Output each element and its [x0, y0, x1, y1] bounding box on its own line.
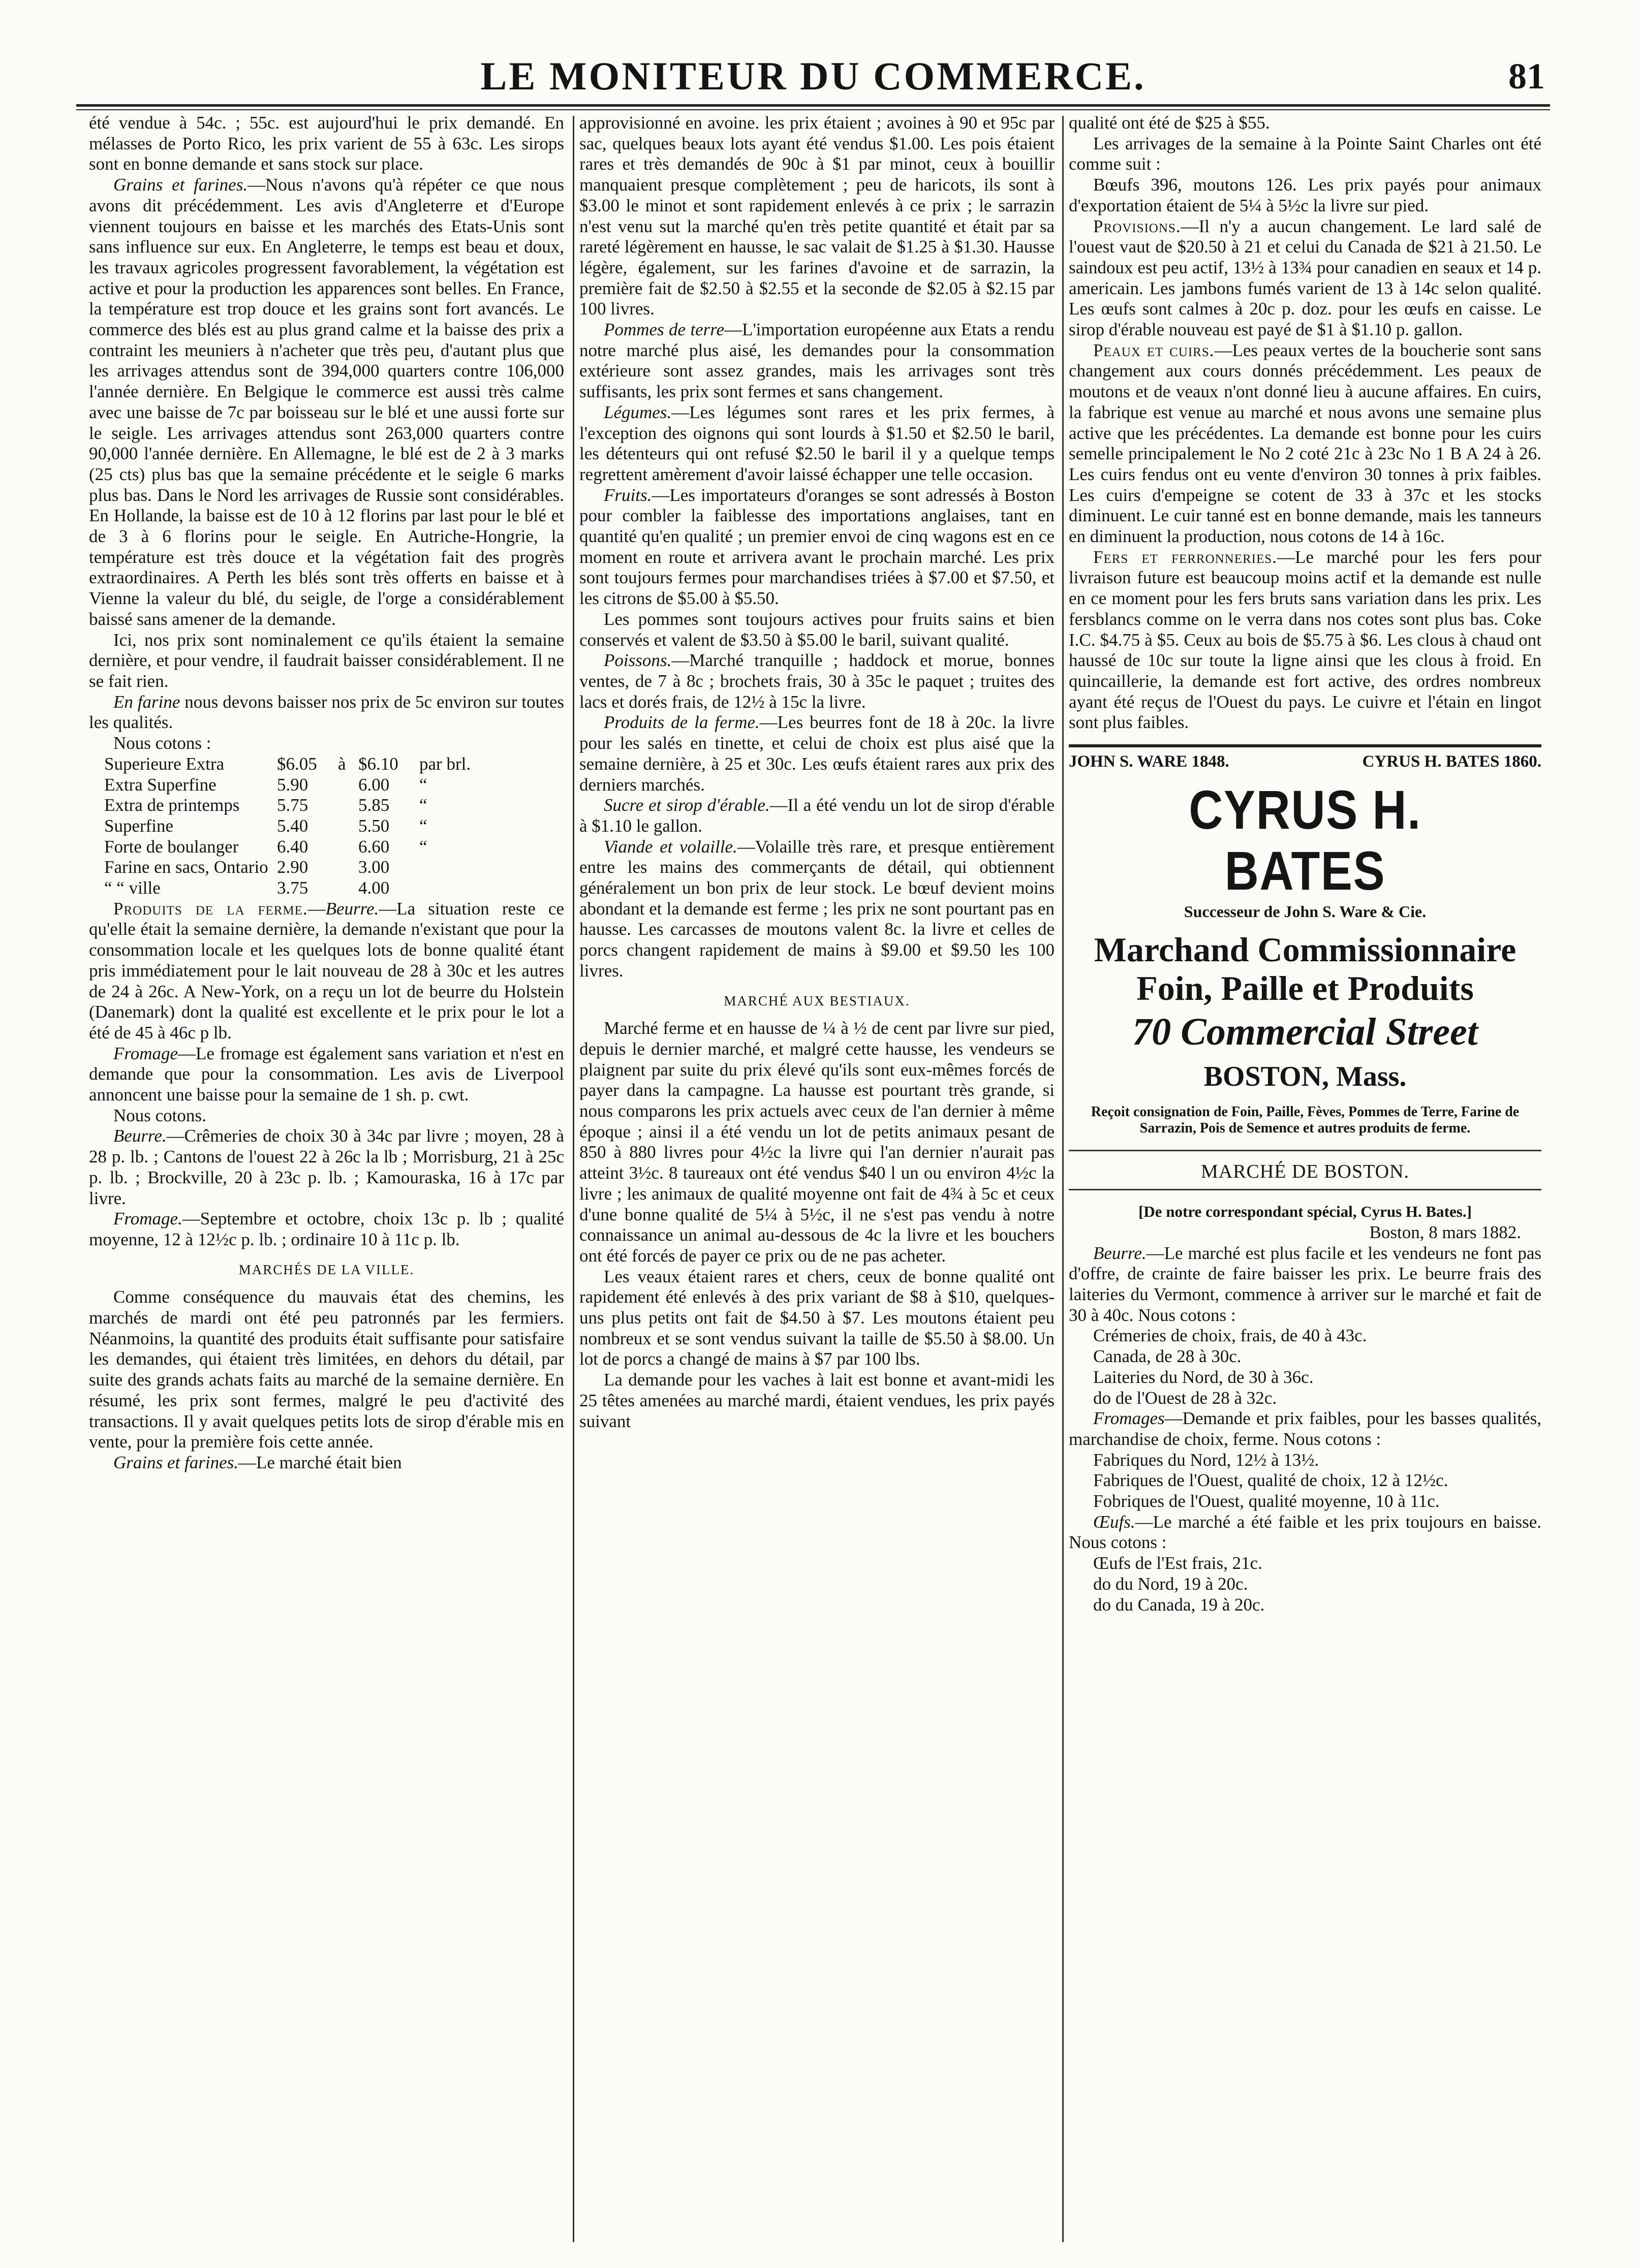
price-unit: “	[419, 836, 427, 857]
paragraph-legumes	[579, 402, 1055, 485]
price-unit: “	[419, 815, 427, 836]
paragraph: Bœufs 396, moutons 126. Les prix payés pour animaux d'exportation étaient de 5¼ à 5½c la livre sur pied.	[1069, 175, 1541, 215]
section-title-bestiaux: MARCHÉ AUX BESTIAUX.	[724, 993, 910, 1009]
ad-bottom-rule	[1069, 1150, 1541, 1151]
price-row	[104, 816, 490, 837]
price-high: 4.00	[358, 878, 390, 898]
paragraph-text: —Nous n'avons qu'à répéter ce que nous avons dit précédemment. Les avis d'Angleterre et d'Europe viennent toujours en baisse et les marchés des Etats-Unis sont sans influence sur eux. En Angleterre, le temps est beau et doux, les travaux agricoles progressent favorablement, la végétation est active et pour la production les apparences sont belles. En France, la température est trop douce et les grains sont fort avancés. Le commerce des blés est au plus grand calme et la baisse des prix a contraint les meuniers à n'acheter que très peu, d'autant plus que les arrivages attendus sont de 394,000 quarters contre 106,000 l'année dernière. En Belgique le commerce est aussi très calme avec une baisse de 7c par boisseau sur le blé et une aussi forte sur le seigle. Les arrivages attendus sont 263,000 quarters contre 90,000 l'année dernière. En Allemagne, le blé est de 2 à 3 marks (25 cts) plus bas que la semaine précédente et le seigle 6 marks plus bas. Dans le Nord les arrivages de Russie sont considérables. En Hollande, la baisse est de 10 à 12 florins par last pour le blé et de 3 à 6 florins pour le seigle. En Autriche-Hongrie, la température est très douce et la végétation fait des progrès extraordinaires. A Perth les blés sont très offerts en baisse et à Vienne la valeur du blé, du seigle, de l'orge a considérablement baissé sans amener de la demande.	[89, 175, 564, 629]
price-low: $6.05	[277, 753, 317, 774]
paragraph-produits: Produits de la ferme.—Beurre.—La situation reste ce qu'elle était la semaine dernière, la demande n'existant que pour la consommation locale et les quelques lots de bonne qualité étant pris immédiatement pour le lait nouveau de 28 à 30c et les autres de 24 à 26c. A New-York, on a reçu un lot de beurre du Holstein (Danemark) dont la qualité est excellente et le prix pour le lot a été de 45 à 46c p lb.	[89, 898, 564, 1043]
paragraph: Les pommes sont toujours actives pour fruits sains et bien conservés et valent de $3.50 à $5.00 le baril, suivant qualité.	[579, 609, 1055, 650]
list-item: Laiteries du Nord, de 30 à 36c.	[1093, 1367, 1314, 1387]
price-low: 5.40	[277, 815, 308, 836]
section-heading: Viande et volaille.	[604, 836, 737, 857]
paragraph-viande	[579, 837, 1055, 982]
section-heading: Provisions.	[1093, 216, 1181, 236]
price-low: 5.75	[277, 795, 308, 815]
price-high: 6.60	[358, 836, 390, 857]
paragraph-text: —Crêmeries de choix 30 à 34c par livre ; moyen, 28 à 28 p. lb. ; Cantons de l'ouest 22 à 26c la lb ; Morrisburg, 21 à 25c p. lb. ; Brockville, 20 à 23c p. lb. ; Kamouraska, 16 à 17c par livre.	[89, 1126, 564, 1208]
paragraph: La demande pour les vaches à lait est bonne et avant-midi les 25 têtes amenées au marché mardi, étaient vendues, les prix payés suivant	[579, 1370, 1055, 1431]
section-heading: Beurre.	[1093, 1243, 1147, 1263]
paragraph-pommes	[579, 320, 1055, 402]
paragraph-text: —Le marché était bien	[238, 1453, 402, 1472]
price-sep	[338, 816, 358, 837]
paragraph-peaux	[1069, 340, 1541, 547]
paragraph: qualité ont été de $25 à $55.	[1069, 113, 1270, 133]
newspaper-title: LE MONITEUR DU COMMERCE.	[480, 54, 1146, 98]
price-row	[104, 775, 490, 796]
list-item: Œufs de l'Est frais, 21c.	[1093, 1553, 1262, 1573]
price-high: 5.85	[358, 795, 390, 815]
price-unit	[419, 878, 490, 899]
butter-price-list	[1069, 1326, 1541, 1408]
section-heading: Fromage	[113, 1043, 178, 1063]
price-unit: par brl.	[419, 753, 471, 774]
paragraph-text: —L'importation européenne aux Etats a rendu notre marché plus aisé, les demandes pour la consommation extérieure sont assez grandes, mais les arrivages sont très suffisants, les prix sont fermes et sans changement.	[579, 320, 1055, 402]
column-2	[579, 113, 1055, 2247]
advertisement	[1069, 751, 1541, 1136]
paragraph-oeufs	[1069, 1512, 1541, 1553]
ad-products: Foin, Paille et Produits	[1136, 968, 1474, 1007]
paragraph-fers	[1069, 547, 1541, 733]
page-header	[81, 48, 1545, 104]
paragraph-text: —Volaille très rare, et presque entièrement entre les mains des commerçants de détail, qui obtiennent généralement un bon prix de leur stock. Le bœuf devient moins abondant et la demande est ferme ; les prix ne sont pourtant pas en hausse. Les carcasses de moutons valent 8c. la livre et celles de porcs changent rapidement de mains à $9.00 et $9.50 les 100 livres.	[579, 836, 1055, 981]
section-title-boston: MARCHÉ DE BOSTON.	[1200, 1160, 1410, 1182]
price-sep	[338, 837, 358, 858]
section-heading: Grains et farines.	[113, 175, 248, 195]
section-heading: Fromage.	[113, 1209, 182, 1229]
section-heading: Poissons.	[604, 650, 672, 671]
price-low: 2.90	[277, 857, 308, 877]
price-row	[104, 837, 490, 858]
list-item: Crémeries de choix, frais, de 40 à 43c.	[1093, 1326, 1367, 1346]
ad-founder-left: JOHN S. WARE 1848.	[1069, 752, 1229, 771]
price-row	[104, 795, 490, 816]
price-row	[104, 857, 490, 878]
paragraph-text: —Les beurres font de 18 à 20c. la livre pour les salés en tinette, et celui de choix est plus aisé que la semaine dernière, à 25 et 30c. Les œufs étaient rares aux prix des derniers marchés.	[579, 712, 1055, 795]
paragraph: Les arrivages de la semaine à la Pointe Saint Charles ont été comme suit :	[1069, 133, 1541, 174]
paragraph: Comme conséquence du mauvais état des chemins, les marchés de mardi ont été peu patronnés par les fermiers. Néanmoins, la quantité des produits était suffisante pour satisfaire les demandes, qui étaient très limitées, en dehors du détail, par suite des grands achats faits au marché de la semaine dernière. En résumé, les prix sont fermes, malgré le peu d'activité des transactions. Il y avait quelques petits lots de sirop d'érable mis en vente, pour la première fois cette année.	[89, 1287, 564, 1452]
page-number: 81	[1508, 56, 1545, 97]
flour-price-table	[104, 754, 490, 899]
paragraph-text: —La situation reste ce qu'elle était la semaine dernière, la demande n'existant que pour la consommation locale et les quelques lots de bonne qualité étant pris immédiatement pour le lait nouveau de 28 à 30c et les autres de 24 à 26c. A New-York, on a reçu un lot de beurre du Holstein (Danemark) dont la qualité est excellente et le prix pour le lot a été de 45 à 46c p lb.	[89, 898, 564, 1043]
paragraph-text: —Marché tranquille ; haddock et morue, bonnes ventes, de 7 à 8c ; brochets frais, 30 à 35c le paquet ; truites des lacs et dorés frais, de 12½ à 15c la livre.	[579, 650, 1055, 712]
price-sep	[338, 775, 358, 796]
price-low: 3.75	[277, 878, 308, 898]
column-3	[1069, 113, 1541, 2247]
ad-founder-right: CYRUS H. BATES 1860.	[1362, 752, 1541, 771]
paragraph-fromages	[1069, 1408, 1541, 1450]
section-heading: Légumes.	[604, 402, 672, 422]
egg-price-list	[1069, 1553, 1541, 1615]
list-item: Fabriques du Nord, 12½ à 13½.	[1093, 1450, 1319, 1470]
paragraph-provisions	[1069, 216, 1541, 340]
header-rule	[76, 104, 1550, 107]
price-name: Forte de boulanger	[104, 836, 239, 857]
price-row	[104, 754, 490, 775]
paragraph-text: nous devons baisser nos prix de 5c environ sur toutes les qualités.	[89, 691, 564, 733]
price-name: Superieure Extra	[104, 753, 225, 774]
header-rule-thin	[76, 109, 1550, 110]
section-heading: Sucre et sirop d'érable.	[604, 795, 770, 815]
paragraph-text: —Septembre et octobre, choix 13c p. lb ; qualité moyenne, 12 à 12½c p. lb. ; ordinaire 10 à 11c p. lb.	[89, 1209, 564, 1249]
paragraph-produits	[579, 712, 1055, 795]
paragraph: approvisionné en avoine. les prix étaient ; avoines à 90 et 95c par sac, quelques beaux lots ayant été vendus $1.00. Les pois étaient rares et très demandés de 90c à $1 par minot, ceux à bouillir manquaient presque complètement ; peu de haricots, ils sont à $3.00 le minot et sont rapidement enlevés à ce prix ; le sarrazin n'est venu sut la marché qu'en très petite quantité et était par sa rareté légèrement en hausse, le sac valait de $1.25 à $1.30. Hausse légère, également, sur les farines d'avoine et de sarrazin, la première fait de $2.50 à $2.55 et la seconde de $2.05 à $2.15 par 100 livres.	[579, 113, 1055, 319]
price-high: $6.10	[358, 753, 398, 774]
column-separator-2	[1062, 116, 1064, 2242]
paragraph-sucre	[579, 795, 1055, 836]
section-heading: Œufs.	[1093, 1511, 1135, 1532]
paragraph-text: —Demande et prix faibles, pour les basses qualités, marchandise de choix, ferme. Nous cotons :	[1069, 1408, 1541, 1449]
paragraph: Ici, nos prix sont nominalement ce qu'ils étaient la semaine dernière, et pour vendre, il faudrait baisser considérablement. Il ne se fait rien.	[89, 629, 564, 691]
list-item: Fabriques de l'Ouest, qualité de choix, 12 à 12½c.	[1093, 1470, 1448, 1491]
ad-successor: Successeur de John S. Ware & Cie.	[1184, 902, 1427, 921]
paragraph-farine	[89, 692, 564, 733]
price-name: Superfine	[104, 815, 174, 836]
paragraph-text: —Les peaux vertes de la boucherie sont sans changement aux cours donnés précédemment. Les peaux de moutons et de veaux n'ont donné lieu à aucune affaires. En cuirs, la fabrique est venue au marché et nous avons une semaine plus active que les précédentes. La demande est bonne pour les cuirs semelle principalement le No 2 coté 21c à 23c No 1 B A 24 à 26. Les cuirs fendus ont eu vente d'environ 30 tonnes à prix faibles. Les cuirs d'empeigne se cotent de 33 à 37c et les stocks diminuent. Le cuir tanné est en bonne demande, mais les tanneurs en diminuent la production, nous cotons de 14 à 16c.	[1069, 340, 1541, 547]
list-item: do du Nord, 19 à 20c.	[1093, 1573, 1248, 1594]
paragraph-text: —Il n'y a aucun changement. Le lard salé de l'ouest vaut de $20.50 à 21 et celui du Canada de $21 à 21.50. Le saindoux est peu actif, 13½ à 13¾ pour canadien en seaux et 14 p. americain. Les jambons fumés varient de 13 à 14c selon qualité. Les œufs sont calmes à 20c p. doz. pour les œufs en caisse. Le sirop d'érable nouveau est payé de $1 à $1.10 p. gallon.	[1069, 216, 1541, 340]
list-item: Canada, de 28 à 30c.	[1093, 1346, 1242, 1367]
list-item: do de l'Ouest de 28 à 32c.	[1093, 1388, 1277, 1408]
price-sep	[338, 795, 358, 816]
price-high: 5.50	[358, 815, 390, 836]
paragraph-fromage2	[89, 1209, 564, 1250]
price-name: “ “ ville	[104, 878, 161, 898]
ad-trade: Marchand Commissionnaire	[1094, 930, 1517, 969]
section-heading: En farine	[113, 691, 180, 712]
ad-top-rule	[1069, 744, 1541, 747]
section-title-marches: MARCHÉS DE LA VILLE.	[238, 1262, 415, 1277]
cheese-price-list	[1069, 1450, 1541, 1512]
price-high: 6.00	[358, 774, 390, 795]
paragraph-text: —Le marché est plus facile et les vendeurs ne font pas d'offre, de crainte de faire baisser les prix. Le beurre frais des laiteries du Vermont, commence à arriver sur le marché et fait de 30 à 40c. Nous cotons :	[1069, 1243, 1541, 1325]
paragraph: Les veaux étaient rares et chers, ceux de bonne qualité ont rapidement été enlevés à des prix variant de $8 à $10, quelques-uns plus petits ont fait de $4.50 à $7. Les moutons étaient peu nombreux et se sont vendus suivant la taille de $5.50 à $8.00. Un lot de porcs a changé de mains à $7 par 100 lbs.	[579, 1266, 1055, 1369]
price-name: Farine en sacs, Ontario	[104, 857, 268, 877]
price-name: Extra de printemps	[104, 795, 240, 815]
paragraph: Marché ferme et en hausse de ¼ à ½ de cent par livre sur pied, depuis le dernier marché, et malgré cette hausse, les vendeurs se plaignent par suite du prix élevé qu'ils sont eux-mêmes forcés de payer dans la campagne. La hausse est pourtant très grande, si nous comparons les prix actuels avec ceux de l'an dernier à même époque ; ainsi il a été vendu un lot de petits animaux pesant de 850 à 880 livres pour 4½c la livre qui l'an dernier n'aurait pas atteint 3½c. 8 taureaux ont été vendus $40 l un ou environ 4½c la livre ; les animaux de qualité moyenne ont fait de 4¾ à 5c et ceux d'une bonne qualité de 5¼ à 5½c, il ne s'est pas vendu à notre connaissance un animal au-dessous de 4c la livre et les bouchers ont été forcés de payer ce prix ou de ne pas acheter.	[579, 1018, 1055, 1266]
price-low: 6.40	[277, 836, 308, 857]
paragraph: été vendue à 54c. ; 55c. est aujourd'hui le prix demandé. En mélasses de Porto Rico, les prix varient de 55 à 63c. Les sirops sont en bonne demande et sans stock sur place.	[89, 113, 564, 174]
section-heading: Fers et ferronneries.	[1093, 547, 1277, 567]
price-sep	[338, 857, 358, 878]
paragraph-grains2	[89, 1453, 564, 1473]
section-heading: Produits de la ferme.	[113, 898, 308, 919]
price-unit: “	[419, 774, 427, 795]
correspondent-note: [De notre correspondant spécial, Cyrus H. Bates.]	[1138, 1203, 1472, 1221]
price-unit	[419, 857, 490, 878]
paragraph-text: —Le fromage est également sans variation et n'est en demande que pour la consommation. Les avis de Liverpool annoncent une baisse pour la semaine de 1 sh. p. cwt.	[89, 1043, 564, 1105]
price-sep	[338, 878, 358, 899]
price-name: Extra Superfine	[104, 774, 216, 795]
paragraph-text: —Les légumes sont rares et les prix fermes, à l'exception des oignons qui sont lourds à $1.50 et $2.50 le baril, les détenteurs qui ont refusé $2.50 le baril il y a quelque temps regrettent amèrement d'avoir laissé échapper une telle occasion.	[579, 402, 1055, 484]
price-low: 5.90	[277, 774, 308, 795]
subsection-heading: Beurre.	[325, 898, 379, 919]
list-item: Fobriques de l'Ouest, qualité moyenne, 10 à 11c.	[1093, 1491, 1440, 1511]
section-heading: Grains et farines.	[113, 1453, 238, 1472]
section-heading: Pommes de terre	[604, 320, 725, 340]
section-heading: Produits de la ferme.	[604, 712, 760, 733]
ad-company-name: CYRUS H. BATES	[1189, 778, 1421, 901]
price-unit: “	[419, 795, 427, 815]
paragraph-text: —Les importateurs d'oranges se sont adressés à Boston pour combler la faiblesse des importations anglaises, tant en quantité qu'en qualité ; un premier envoi de cinq wagons est en ce moment en route et arrivera avant le prochain marché. Les prix sont toujours fermes pour marchandises triées à $7.00 et $7.50, et les citrons de $5.00 à $5.50.	[579, 485, 1055, 609]
paragraph-beurre	[1069, 1243, 1541, 1326]
list-item: do du Canada, 19 à 20c.	[1093, 1594, 1265, 1615]
section-heading: Peaux et cuirs.	[1093, 340, 1215, 360]
section-heading: Fromages	[1093, 1408, 1165, 1429]
ad-founders	[1069, 751, 1541, 772]
paragraph-text: —Le marché a été faible et les prix toujours en baisse. Nous cotons :	[1069, 1511, 1541, 1553]
paragraph-fromage	[89, 1044, 564, 1106]
paragraph-text: —Il a été vendu un lot de sirop d'érable à $1.10 le gallon.	[579, 795, 1055, 836]
boston-rule	[1069, 1189, 1541, 1190]
ad-address: 70 Commercial Street	[1132, 1010, 1478, 1053]
dateline: Boston, 8 mars 1882.	[1369, 1222, 1521, 1242]
paragraph-grains	[89, 175, 564, 629]
price-sep: à	[338, 753, 346, 774]
paragraph-fruits	[579, 485, 1055, 609]
ad-description: Reçoit consignation de Foin, Paille, Fèves, Pommes de Terre, Farine de Sarrazin, Pois de Semence et autres produits de ferme.	[1091, 1104, 1520, 1136]
paragraph: Nous cotons.	[113, 1105, 206, 1125]
paragraph-text: —Le marché pour les fers pour livraison future est beaucoup moins actif et la demande est nulle en ce moment pour les fers bruts sans variation dans les prix. Les fersblancs comme on le verra dans nos cotes sont plus bas. Coke I.C. $4.75 à $5. Ceux au bois de $5.75 à $6. Les clous à chaud ont haussé de 10c sur toute la ligne ainsi que les clous à froid. En quincaillerie, la demande est fort active, des ordres nombreux ayant été reçus de l'Ouest du pays. Le cuivre et l'étain en lingot sont plus faibles.	[1069, 547, 1541, 733]
paragraph-beurre	[89, 1126, 564, 1209]
ad-city: BOSTON, Mass.	[1203, 1060, 1407, 1092]
paragraph: Nous cotons :	[113, 733, 211, 753]
section-heading: Fruits.	[604, 485, 652, 505]
price-row	[104, 878, 490, 899]
column-1	[89, 113, 564, 2247]
section-heading: Beurre.	[113, 1126, 167, 1146]
column-separator-1	[573, 116, 574, 2242]
paragraph-poissons	[579, 650, 1055, 712]
price-high: 3.00	[358, 857, 390, 877]
